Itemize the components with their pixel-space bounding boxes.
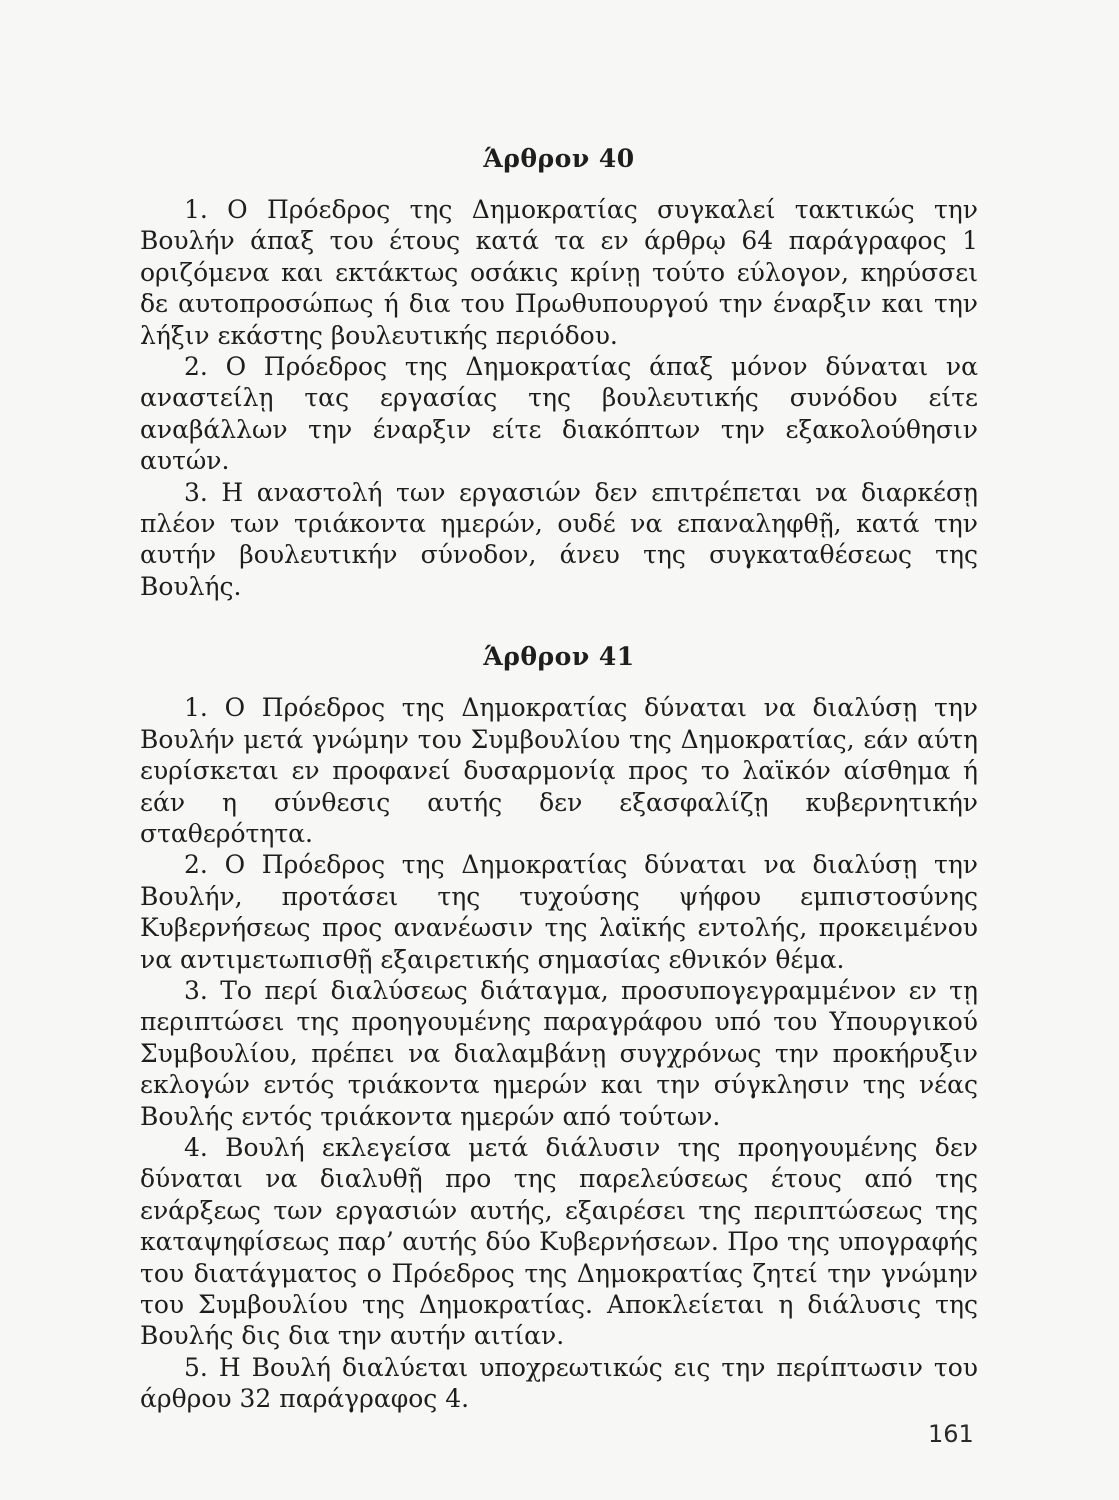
paragraph: 1. Ο Πρόεδρος της Δημοκρατίας δύναται να διαλύσῃ την Βουλήν μετά γνώμην του Συμβουλίου της Δημοκρατίας, εάν αύτη ευρίσκεται εν προφανεί δυσαρμονίᾳ προς το λαϊκόν αίσθημα ή εάν η σύνθεσις αυτής δεν εξασφαλίζῃ κυβερνητικήν σταθερότητα. [140, 693, 978, 848]
page-body [140, 142, 978, 1415]
article-title: Άρθρον 41 [483, 642, 635, 672]
paragraph: 5. Η Βουλή διαλύεται υποχρεωτικώς εις την περίπτωσιν του άρθρου 32 παράγραφος 4. [140, 1352, 978, 1414]
article-40 [140, 142, 978, 602]
paragraph: 3. Η αναστολή των εργασιών δεν επιτρέπεται να διαρκέσῃ πλέον των τριάκοντα ημερών, ουδέ να επαναληφθῇ, κατά την αυτήν βουλευτικήν σύνοδον, άνευ της συγκαταθέσεως της Βουλής. [140, 477, 978, 601]
paragraph: 2. Ο Πρόεδρος της Δημοκρατίας δύναται να διαλύσῃ την Βουλήν, προτάσει της τυχούσης ψήφου εμπιστοσύνης Κυβερνήσεως προς ανανέωσιν της λαϊκής εντολής, προκειμένου να αντιμετωπισθῇ εξαιρετικής σημασίας εθνικόν θέμα. [140, 850, 978, 974]
page-number: 161 [928, 1420, 974, 1448]
paragraph: 2. Ο Πρόεδρος της Δημοκρατίας άπαξ μόνον δύναται να αναστείλῃ τας εργασίας της βουλευτικής συνόδου είτε αναβάλλων την έναρξιν είτε διακόπτων την εξακολούθησιν αυτών. [140, 352, 978, 476]
paragraph: 4. Βουλή εκλεγείσα μετά διάλυσιν της προηγουμένης δεν δύναται να διαλυθῇ προ της παρελεύσεως έτους από της ενάρξεως των εργασιών αυτής, εξαιρέσει της περιπτώσεως της καταψηφίσεως παρ’ αυτής δύο Κυβερνήσεων. Προ της υπογραφής του διατάγματος ο Πρόεδρος της Δημοκρατίας ζητεί την γνώμην του Συμβουλίου της Δημοκρατίας. Αποκλείεται η διάλυσις της Βουλής δις δια την αυτήν αιτίαν. [140, 1132, 978, 1351]
article-title: Άρθρον 40 [483, 144, 635, 173]
paragraph: 3. Το περί διαλύσεως διάταγμα, προσυπογεγραμμένον εν τῃ περιπτώσει της προηγουμένης παραγράφου υπό του Υπουργικού Συμβουλίου, πρέπει να διαλαμβάνῃ συγχρόνως την προκήρυξιν εκλογών εντός τριάκοντα ημερών και την σύγκλησιν της νέας Βουλής εντός τριάκοντα ημερών από τούτων. [140, 975, 978, 1131]
article-41 [140, 640, 978, 1414]
paragraph: 1. Ο Πρόεδρος της Δημοκρατίας συγκαλεί τακτικώς την Βουλήν άπαξ του έτους κατά τα εν άρθρῳ 64 παράγραφος 1 οριζόμενα και εκτάκτως οσάκις κρίνῃ τούτο εύλογον, κηρύσσει δε αυτοπροσώπως ή δια του Πρωθυπουργού την έναρξιν και την λήξιν εκάστης βουλευτικής περιόδου. [140, 195, 978, 350]
